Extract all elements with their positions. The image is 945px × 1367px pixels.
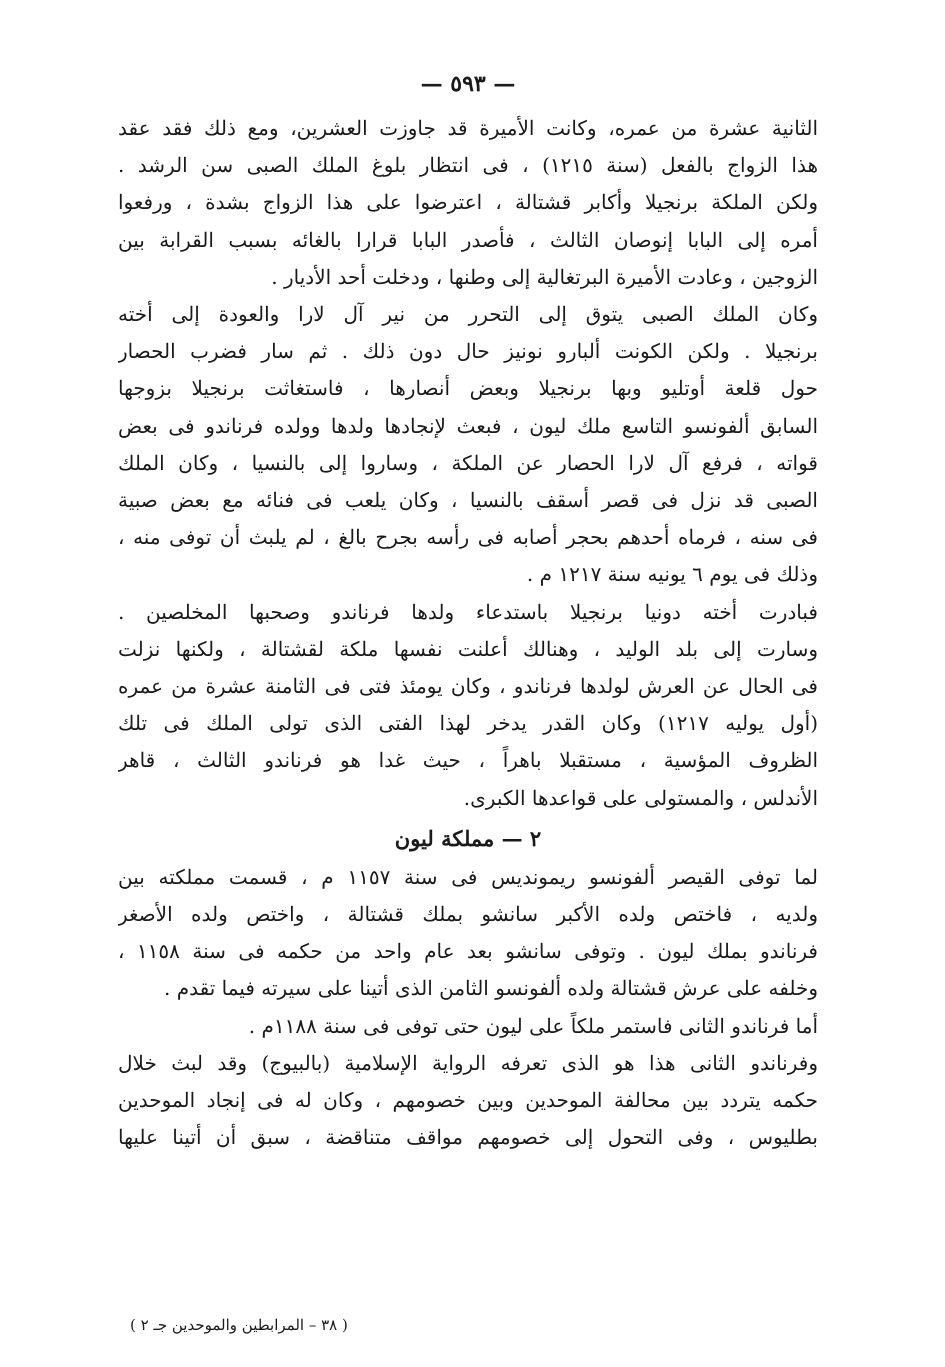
text-line: الصبى قد نزل فى قصر أسقف بالنسيا ، وكان يلعب فى فنائه مع بعض صبية — [118, 488, 818, 513]
text-line: فرناندو بملك ليون . وتوفى سانشو بعد عام واحد من حكمه فى سنة ١١٥٨ ، — [118, 939, 818, 964]
page-number: — ٥٩٣ — — [420, 71, 516, 97]
text-line: فى سنه ، فرماه أحدهم بحجر أصابه فى رأسه بجرح بالغ ، لم يلبث أن توفى منه ، — [118, 525, 818, 550]
paragraph-2 — [118, 296, 818, 594]
paragraph-4 — [118, 859, 818, 1008]
text-line: حكمه يتردد بين محالفة الموحدين وبين خصومهم ، وكان له فى إنجاد الموحدين — [118, 1088, 818, 1113]
paragraph-5 — [118, 1008, 818, 1045]
text-line: حول قلعة أوتليو وبها برنجيلا وبعض أنصارها ، فاستغاثت برنجيلا بزوجها — [118, 376, 818, 401]
text-line: لما توفى القيصر ألفونسو ريموندیس فى سنة ١١٥٧ م ، قسمت مملكته بين — [118, 864, 818, 889]
paragraph-1 — [118, 110, 818, 296]
paragraph-6 — [118, 1045, 818, 1157]
text-line: ولديه ، فاختص ولده الأكبر سانشو بملك قشتالة ، واختص ولده الأصغر — [118, 902, 818, 927]
text-line: قواته ، فرفع آل لارا الحصار عن الملكة ، وساروا إلى بالنسيا ، وكان الملك — [118, 450, 818, 475]
text-line: السابق ألفونسو التاسع ملك ليون ، فبعث لإنجادها ولدها وولده فرناندو فى بعض — [118, 413, 818, 438]
paragraph-3 — [118, 594, 818, 817]
text-line: هذا الزواج بالفعل (سنة ١٢١٥) ، فى انتظار بلوغ الملك الصبى سن الرشد . — [118, 153, 818, 178]
text-line: (أول يوليه ١٢١٧) وكان القدر يدخر لهذا الفتى الذى تولى الملك فى تلك — [118, 711, 818, 736]
text-line: ولكن الملكة برنجيلا وأكابر قشتالة ، اعترضوا على هذا الزواج بشدة ، ورفعوا — [118, 190, 818, 215]
text-line: أما فرناندو الثانى فاستمر ملكاً على ليون حتى توفى فى سنة ١١٨٨م . — [248, 1013, 818, 1038]
text-line: برنجيلا . ولكن الكونت ألبارو نونيز حال دون ذلك . ثم سار فضرب الحصار — [118, 339, 818, 364]
text-line: فبادرت أخته دونيا برنجيلا باستدعاء ولدها فرناندو وصحبها المخلصين . — [118, 599, 818, 624]
section-heading: ٢ — مملكة ليون — [394, 825, 542, 851]
text-line: أمره إلى البابا إنوصان الثالث ، فأصدر البابا قرارا بالغائه بسبب القرابة بين — [118, 227, 818, 252]
text-line: الأندلس ، والمستولى على قواعدها الكبرى. — [463, 785, 818, 810]
text-line: وذلك فى يوم ٦ يونيه سنة ١٢١٧ م . — [526, 562, 818, 587]
text-line: الزوجين ، وعادت الأميرة البرتغالية إلى وطنها ، ودخلت أحد الأديار . — [271, 264, 818, 289]
text-line: بطليوس ، وفى التحول إلى خصومهم مواقف متناقضة ، سبق أن أتينا عليها — [118, 1125, 818, 1150]
text-line: وكان الملك الصبى يتوق إلى التحرر من نير آل لارا والعودة إلى أخته — [118, 302, 818, 327]
page-footer: ( ٣٨ – المرابطين والموحدين جـ ٢ ) — [130, 1316, 348, 1334]
text-line: وسارت إلى بلد الوليد ، وهنالك أعلنت نفسها ملكة لقشتالة ، ولكنها نزلت — [118, 636, 818, 661]
text-line: وخلفه على عرش قشتالة ولده ألفونسو الثامن الذى أتينا على سيرته فيما تقدم . — [164, 976, 818, 1001]
text-line: الثانية عشرة من عمره، وكانت الأميرة قد جاوزت العشرين، ومع ذلك فقد عقد — [118, 116, 818, 140]
text-line: فى الحال عن العرش لولدها فرناندو ، وكان يومئذ فتى فى الثامنة عشرة من عمره — [118, 674, 818, 699]
text-line: وفرناندو الثانى هذا هو الذى تعرفه الرواية الإسلامية (بالبيوج) وقد لبث خلال — [118, 1050, 818, 1075]
book-page — [118, 64, 818, 1354]
text-line: الظروف المؤسية ، مستقبلا باهراً ، حيث غدا هو فرناندو الثالث ، قاهر — [118, 748, 818, 773]
